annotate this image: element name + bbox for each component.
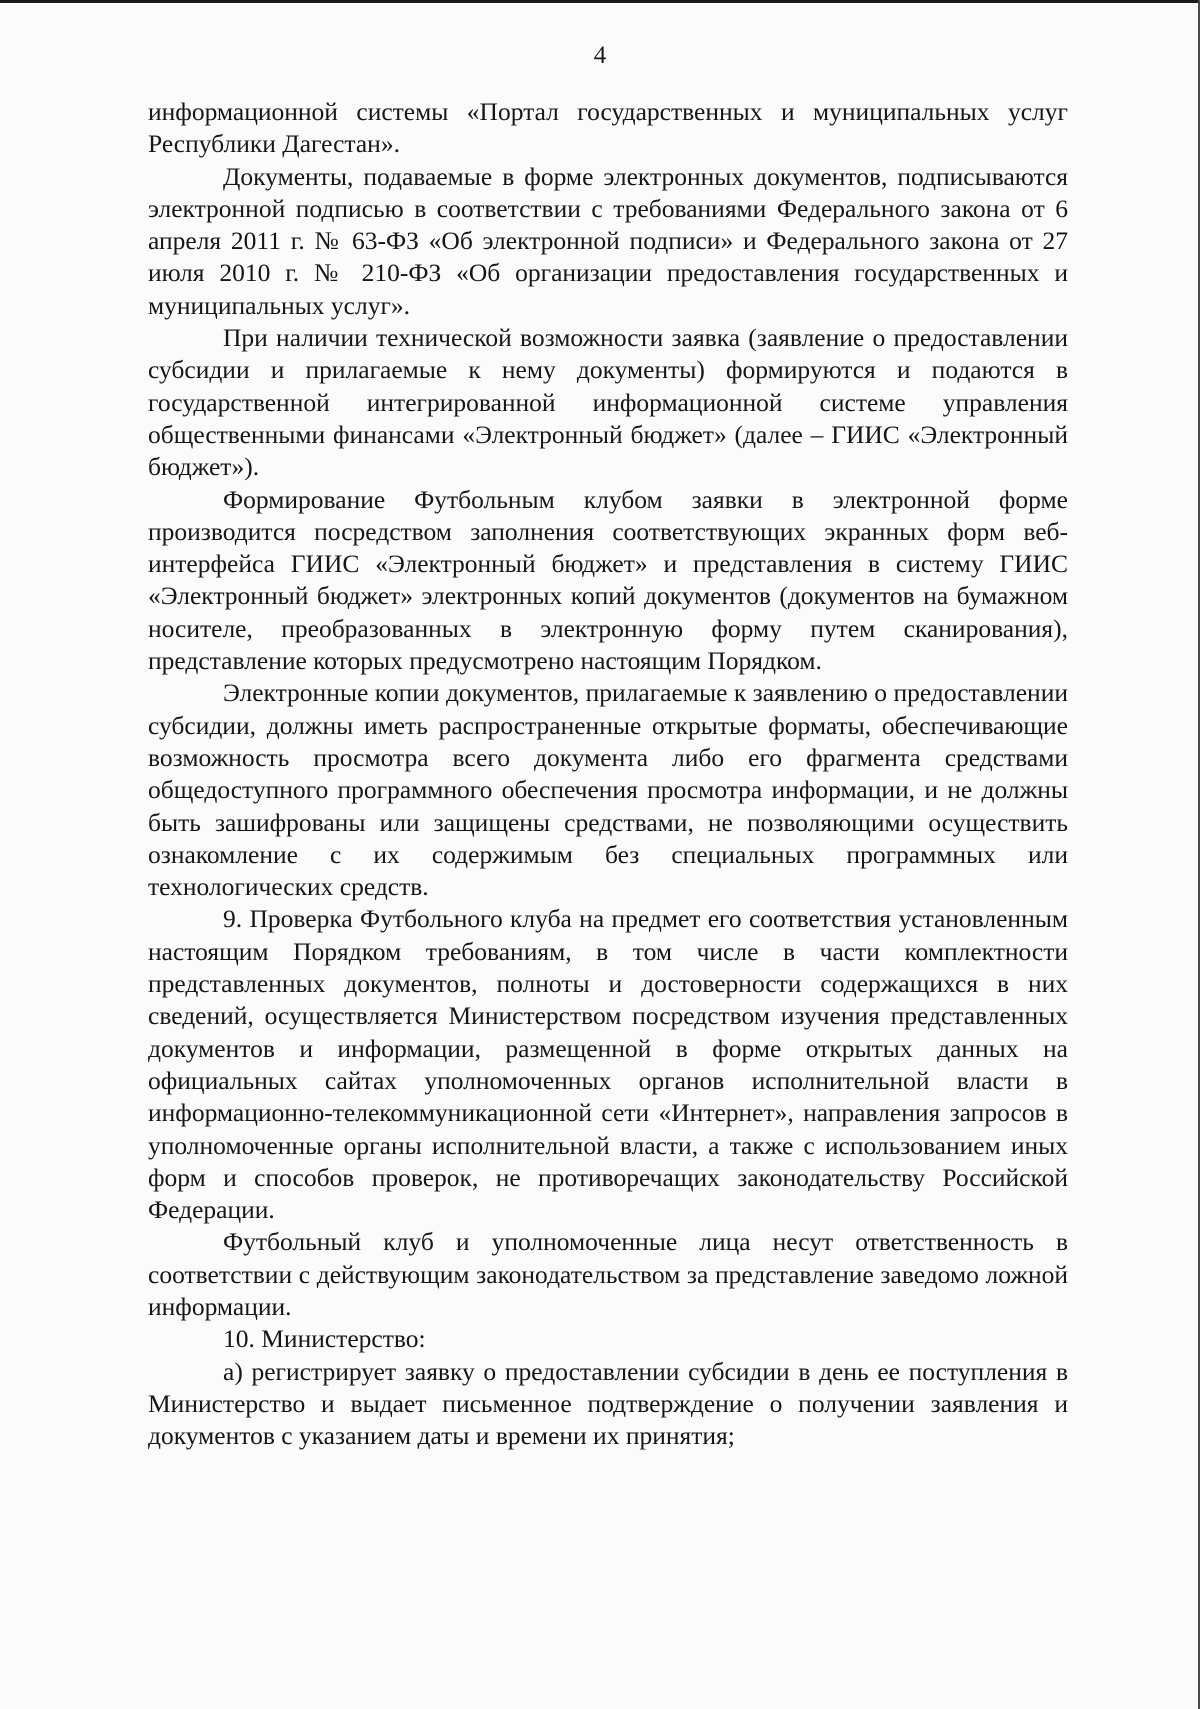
scan-edge-top	[0, 0, 1200, 3]
document-body	[148, 96, 1068, 1452]
paragraph-electronic-signature: Документы, подаваемые в форме электронных документов, подписываются электронной подписью в соответствии с требованиями Федерального закона от 6 апреля 2011 г. № 63-ФЗ «Об электронной подписи» и Федерального закона от 27 июля 2010 г. № 210-ФЗ «Об организации предоставления государственных и муниципальных услуг».	[148, 161, 1068, 320]
paragraph-item-10-a: а) регистрирует заявку о предоставлении субсидии в день ее поступления в Министерство и выдает письменное подтверждение о получении заявления и документов с указанием даты и времени их принятия;	[148, 1356, 1068, 1451]
paragraph-application-forming: Формирование Футбольным клубом заявки в электронной форме производится посредством заполнения соответствующих экранных форм веб-интерфейса ГИИС «Электронный бюджет» и представления в систему ГИИС «Электронный бюджет» электронных копий документов (документов на бумажном носителе, преобразованных в электронную форму путем сканирования), представление которых предусмотрено настоящим Порядком.	[148, 484, 1068, 676]
paragraph-item-9-verification: 9. Проверка Футбольного клуба на предмет его соответствия установленным настоящим Порядком требованиям, в том числе в части комплектности представленных документов, полноты и достоверности содержащихся в них сведений, осуществляется Министерством посредством изучения представленных документов и информации, размещенной в форме открытых данных на официальных сайтах уполномоченных органов исполнительной власти в информационно-телекоммуникационной сети «Интернет», направления запросов в уполномоченные органы исполнительной власти, а также с использованием иных форм и способов проверок, не противоречащих законодательству Российской Федерации.	[148, 904, 1068, 1225]
paragraph-item-10-heading: 10. Министерство:	[223, 1324, 426, 1354]
paragraph-electronic-copies: Электронные копии документов, прилагаемые к заявлению о предоставлении субсидии, должны иметь распространенные открытые форматы, обеспечивающие возможность просмотра всего документа либо его фрагмента средствами общедоступного программного обеспечения просмотра информации, и не должны быть зашифрованы или защищены средствами, не позволяющими осуществить ознакомление с их содержимым без специальных программных или технологических средств.	[148, 678, 1068, 902]
paragraph-application-submission: При наличии технической возможности заявка (заявление о предоставлении субсидии и прилагаемые к нему документы) формируются и подаются в государственной интегрированной информационной системе управления общественными финансами «Электронный бюджет» (далее – ГИИС «Электронный бюджет»).	[148, 323, 1068, 482]
paragraph-responsibility: Футбольный клуб и уполномоченные лица несут ответственность в соответствии с действующим законодательством за представление заведомо ложной информации.	[148, 1227, 1068, 1321]
paragraph-portal-continuation: информационной системы «Портал государственных и муниципальных услуг Республики Дагестан».	[148, 97, 1068, 159]
page-number: 4	[593, 42, 607, 69]
